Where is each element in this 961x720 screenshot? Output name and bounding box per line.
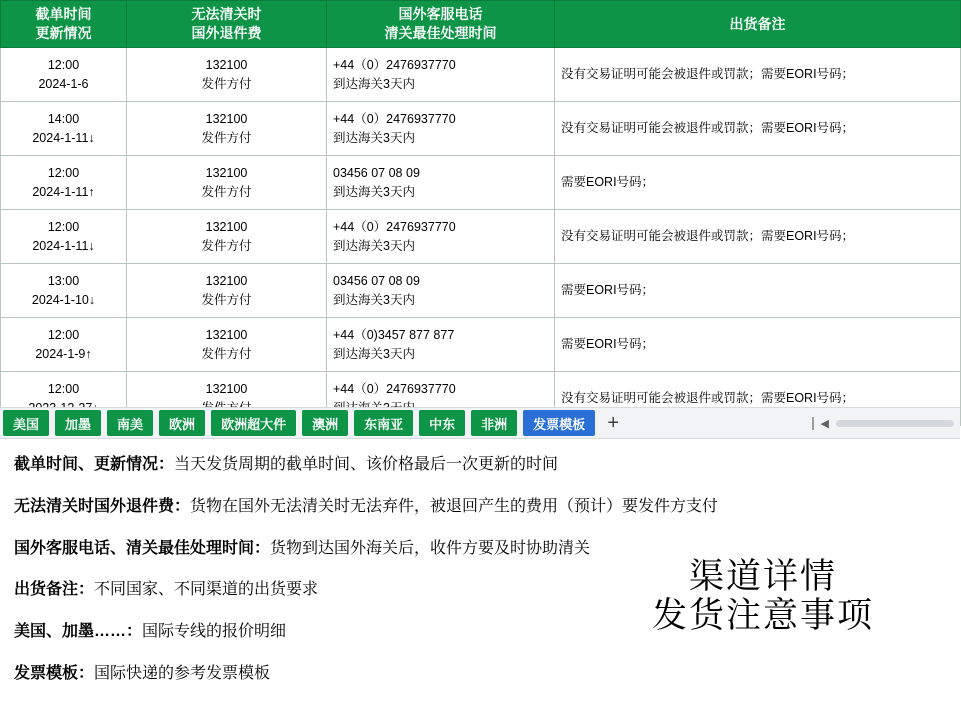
cell-cutoff[interactable] — [1, 102, 127, 156]
table-row[interactable] — [1, 264, 961, 318]
cell-ship-note[interactable]: 需要EORI号码； — [555, 264, 961, 318]
cell-cutoff-date: 2024-1-11↑ — [32, 184, 95, 199]
handwritten-annotation — [652, 557, 874, 635]
cell-cutoff-time: 14:00 — [47, 112, 80, 127]
column-header-return-fee[interactable] — [127, 1, 327, 48]
legend-term: 出货备注： — [14, 581, 95, 599]
cell-cutoff-date: 2024-1-11↓ — [32, 130, 95, 145]
cell-cutoff-time: 12:00 — [47, 328, 80, 343]
legend-panel — [0, 439, 960, 720]
cell-fee-payer: 发件方付 — [201, 184, 252, 199]
legend-desc: 货物到达国外海关后，收件方要及时协助清关 — [270, 539, 591, 557]
column-header-return-fee-line2: 国外退件费 — [191, 25, 262, 41]
sheet-tab-meiguo[interactable]: 美国 — [3, 410, 49, 436]
cell-return-fee[interactable] — [127, 264, 327, 318]
cell-clearance-time: 到达海关3天内 — [333, 238, 415, 253]
sheet-tab-ouzhou[interactable]: 欧洲 — [159, 410, 205, 436]
cell-cutoff[interactable] — [1, 210, 127, 264]
cell-fee-payer: 发件方付 — [201, 130, 252, 145]
column-header-return-fee-line1: 无法清关时 — [191, 6, 262, 23]
cell-cutoff-date: 2024-1-10↓ — [31, 292, 96, 307]
scroll-left-icon[interactable]: ◀ — [820, 417, 829, 430]
cell-return-fee[interactable] — [127, 156, 327, 210]
legend-term: 截单时间、更新情况： — [14, 456, 175, 473]
cell-phone-number: +44（0）2476937770 — [333, 220, 456, 235]
tabbar-spacer — [628, 408, 811, 438]
table-row[interactable] — [1, 210, 961, 264]
legend-term: 发票模板： — [14, 664, 95, 682]
table-row[interactable] — [1, 156, 961, 210]
cell-return-fee[interactable] — [127, 48, 327, 102]
cell-clearance-time: 到达海关3天内 — [333, 292, 415, 307]
cell-fee-amount: 132100 — [205, 274, 248, 289]
cell-ship-note[interactable]: 需要EORI号码； — [555, 156, 961, 210]
column-header-ship-note[interactable] — [555, 1, 961, 48]
table-row[interactable] — [1, 48, 961, 102]
column-header-cutoff-line1: 截单时间 — [35, 6, 92, 23]
legend-item-invoice-template — [14, 664, 946, 685]
column-header-cutoff-line2: 更新情况 — [35, 25, 92, 41]
cell-phone-number: +44（0）2476937770 — [333, 58, 456, 73]
handwritten-line-1: 渠道详情 — [688, 557, 837, 596]
cell-fee-payer: 发件方付 — [201, 346, 252, 361]
cell-service-phone[interactable] — [327, 48, 555, 102]
legend-term: 美国、加墨……： — [14, 623, 143, 641]
legend-item-cutoff — [14, 455, 946, 476]
legend-desc: 国际快递的参考发票模板 — [94, 664, 271, 682]
legend-desc: 当天发货周期的截单时间、该价格最后一次更新的时间 — [174, 456, 559, 473]
legend-desc: 不同国家、不同渠道的出货要求 — [94, 581, 319, 599]
cell-cutoff[interactable] — [1, 264, 127, 318]
sheet-tab-jiamo[interactable]: 加墨 — [55, 410, 101, 436]
legend-item-return-fee — [14, 497, 946, 518]
cell-cutoff-date: 2024-1-6 — [38, 76, 89, 91]
cell-service-phone[interactable] — [327, 210, 555, 264]
handwritten-line-2: 发货注意事项 — [651, 596, 874, 636]
sheet-tab-ouzhou-oversize[interactable]: 欧洲超大件 — [211, 410, 296, 436]
tabbar-scroll-controls[interactable] — [812, 408, 960, 438]
sheet-tab-nanmei[interactable]: 南美 — [107, 410, 153, 436]
cell-phone-number: 03456 07 08 09 — [333, 166, 420, 181]
cell-cutoff-time: 12:00 — [47, 382, 80, 397]
cell-service-phone[interactable] — [327, 318, 555, 372]
cell-cutoff-time: 12:00 — [47, 166, 80, 181]
cell-phone-number: +44（0）2476937770 — [333, 112, 456, 127]
cell-cutoff-time: 12:00 — [47, 220, 80, 235]
sheet-tab-zhongdong[interactable]: 中东 — [419, 410, 465, 436]
cell-ship-note[interactable]: 没有交易证明可能会被退件或罚款；需要EORI号码； — [555, 210, 961, 264]
cell-fee-amount: 132100 — [205, 58, 248, 73]
column-header-service-phone-line2: 清关最佳处理时间 — [384, 25, 497, 41]
sheet-tab-bar — [0, 407, 960, 439]
legend-desc: 国际专线的报价明细 — [142, 623, 287, 641]
cell-cutoff-date: 2024-1-9↑ — [35, 346, 92, 361]
sheet-tab-invoice-template[interactable]: 发票模板 — [523, 410, 595, 436]
table-row[interactable] — [1, 102, 961, 156]
cell-cutoff[interactable] — [1, 318, 127, 372]
cell-fee-payer: 发件方付 — [201, 238, 252, 253]
cell-clearance-time: 到达海关3天内 — [333, 346, 415, 361]
cell-cutoff[interactable] — [1, 48, 127, 102]
cell-clearance-time: 到达海关3天内 — [333, 184, 415, 199]
cell-service-phone[interactable] — [327, 264, 555, 318]
sheet-tab-feizhou[interactable]: 非洲 — [471, 410, 517, 436]
column-header-cutoff[interactable] — [1, 1, 127, 48]
cell-fee-amount: 132100 — [205, 382, 248, 397]
cell-phone-number: +44（0）2476937770 — [333, 382, 456, 397]
legend-term: 国外客服电话、清关最佳处理时间： — [14, 539, 271, 557]
cell-ship-note[interactable]: 没有交易证明可能会被退件或罚款；需要EORI号码； — [555, 372, 961, 426]
column-header-service-phone[interactable] — [327, 1, 555, 48]
cell-fee-payer: 发件方付 — [201, 292, 252, 307]
legend-term: 无法清关时国外退件费： — [14, 497, 191, 515]
cell-fee-amount: 132100 — [205, 166, 248, 181]
column-header-ship-note-line1: 出货备注 — [729, 15, 786, 32]
cell-service-phone[interactable] — [327, 102, 555, 156]
cell-fee-amount: 132100 — [205, 220, 248, 235]
sheet-tab-aozhou[interactable]: 澳洲 — [302, 410, 348, 436]
cell-return-fee[interactable] — [127, 318, 327, 372]
column-header-service-phone-line1: 国外客服电话 — [398, 6, 483, 23]
cell-return-fee[interactable] — [127, 102, 327, 156]
cell-ship-note[interactable]: 没有交易证明可能会被退件或罚款；需要EORI号码； — [555, 102, 961, 156]
horizontal-scrollbar[interactable] — [836, 420, 954, 427]
cell-cutoff-date: 2024-1-11↓ — [32, 238, 95, 253]
cell-return-fee[interactable] — [127, 210, 327, 264]
cell-clearance-time: 到达海关3天内 — [333, 130, 415, 145]
cell-ship-note[interactable]: 需要EORI号码； — [555, 318, 961, 372]
cell-cutoff[interactable] — [1, 156, 127, 210]
cell-phone-number: +44（0)3457 877 877 — [333, 328, 455, 343]
scroll-start-icon[interactable] — [812, 417, 814, 430]
cell-phone-number: 03456 07 08 09 — [333, 274, 420, 289]
cell-cutoff-time: 12:00 — [47, 58, 80, 73]
cell-ship-note[interactable]: 没有交易证明可能会被退件或罚款；需要EORI号码； — [555, 48, 961, 102]
table-header-row — [1, 1, 961, 48]
table-row[interactable] — [1, 318, 961, 372]
cell-clearance-time: 到达海关3天内 — [333, 76, 415, 91]
add-sheet-icon[interactable]: + — [607, 411, 619, 434]
cell-fee-amount: 132100 — [205, 328, 248, 343]
cell-fee-amount: 132100 — [205, 112, 248, 127]
cell-cutoff-time: 13:00 — [47, 274, 80, 289]
sheet-tab-dongnanya[interactable]: 东南亚 — [354, 410, 413, 436]
cell-service-phone[interactable] — [327, 156, 555, 210]
cell-fee-payer: 发件方付 — [201, 76, 252, 91]
legend-desc: 货物在国外无法清关时无法弃件，被退回产生的费用（预计）要发件方支付 — [190, 497, 719, 515]
